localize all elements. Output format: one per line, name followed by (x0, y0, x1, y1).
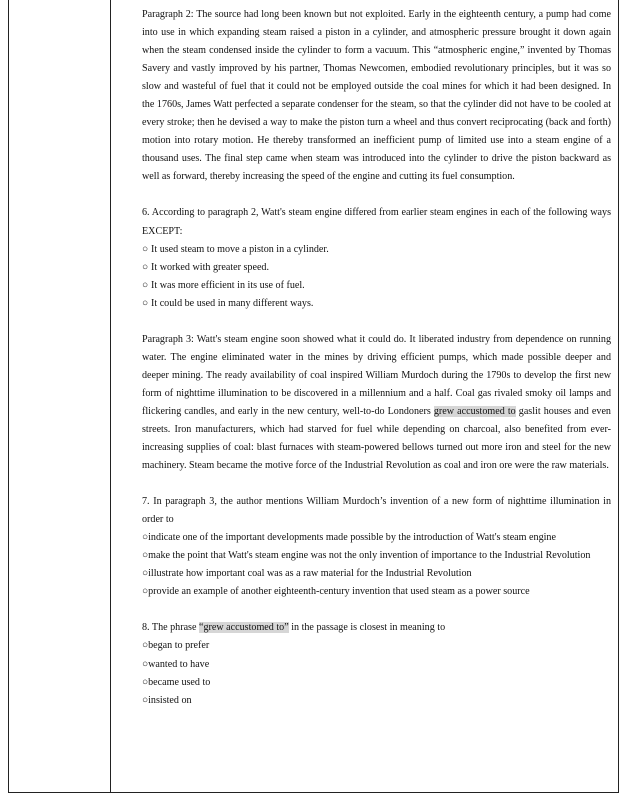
question-7 (142, 493, 611, 601)
radio-icon: ○ (142, 297, 149, 309)
question-8-text: 8. The phrase “grew accustomed to” in the passage is closest in meaning to (142, 622, 446, 634)
paragraph-2: Paragraph 2: The source had long been known but not exploited. Early in the eighteenth century, a pump had come into use in which expanding steam raised a piston in a cylinder, and atmospheric pressure brought it down again when the steam condensed inside the cylinder to form a vacuum. This “atmospheric engine,” invented by Thomas Savery and vastly improved by his partner, Thomas Newcomen, embodied revolutionary principles, but it was so slow and wasteful of fuel that it could not be employed outside the coal mines for which it had been designed. In the 1760s, James Watt perfected a separate condenser for the steam, so that the cylinder did not have to be cooled at every stroke; then he devised a way to make the piston turn a wheel and thus convert reciprocating (back and forth) motion into rotary motion. He thereby transformed an inefficient pump of limited use into a steam engine of a thousand uses. The final step came when steam was introduced into the cylinder to drive the piston backward as well as forward, thereby increasing the speed of the engine and cutting its fuel consumption. (142, 9, 611, 183)
paragraph-3: Paragraph 3: Watt's steam engine soon showed what it could do. It liberated industry from dependence on running water. The engine eliminated water in the mines by driving efficient pumps, which made possible deeper and deeper mining. The ready availability of coal inspired William Murdoch during the 1790s to develop the first new form of nighttime illumination to be discovered in a millennium and a half. Coal gas rivaled smoky oil lamps and flickering candles, and early in the new century, well-to-do Londoners grew accustomed to gaslit houses and even streets. Iron manufacturers, which had starved for fuel while depending on charcoal, also benefited from ever-increasing supplies of coal: blast furnaces with steam-powered bellows turned out more iron and steel for the new machinery. Steam became the motive force of the Industrial Revolution as coal and iron ore were the raw materials. (142, 333, 611, 472)
question-8 (142, 619, 611, 709)
highlighted-phrase: grew accustomed to (433, 405, 516, 417)
radio-icon: ○ (142, 658, 149, 670)
question-8-option-c[interactable]: ○became used to (142, 676, 211, 688)
passage-content (142, 6, 611, 710)
radio-icon: ○ (142, 532, 149, 544)
radio-icon: ○ (142, 640, 149, 652)
question-8-option-b[interactable]: ○wanted to have (142, 658, 210, 670)
question-8-option-d[interactable]: ○insisted on (142, 694, 192, 706)
column-divider (110, 0, 111, 793)
question-6-option-c[interactable]: ○ It was more efficient in its use of fuel. (142, 277, 611, 295)
question-7-option-c[interactable]: ○illustrate how important coal was as a raw material for the Industrial Revolution (142, 568, 472, 580)
radio-icon: ○ (142, 279, 149, 291)
question-7-text: 7. In paragraph 3, the author mentions William Murdoch’s invention of a new form of nighttime illumination in order to (142, 496, 611, 526)
question-6-option-d[interactable]: ○ It could be used in many different ways. (142, 295, 611, 313)
question-6-option-a[interactable]: ○ It used steam to move a piston in a cylinder. (142, 241, 611, 259)
radio-icon: ○ (142, 586, 149, 598)
highlighted-phrase: “grew accustomed to” (199, 622, 289, 634)
question-7-option-b[interactable]: ○make the point that Watt's steam engine was not the only invention of importance to the Industrial Revolution (142, 550, 591, 562)
radio-icon: ○ (142, 676, 149, 688)
radio-icon: ○ (142, 261, 149, 273)
question-6-text: 6. According to paragraph 2, Watt's steam engine differed from earlier steam engines in each of the following ways EXCEPT: (142, 207, 611, 237)
question-6-option-b[interactable]: ○ It worked with greater speed. (142, 259, 611, 277)
question-7-option-d[interactable]: ○provide an example of another eighteenth-century invention that used steam as a power source (142, 586, 530, 598)
radio-icon: ○ (142, 243, 149, 255)
radio-icon: ○ (142, 568, 149, 580)
question-7-option-a[interactable]: ○indicate one of the important developments made possible by the introduction of Watt's steam engine (142, 532, 556, 544)
question-8-option-a[interactable]: ○began to prefer (142, 640, 210, 652)
question-6 (142, 204, 611, 312)
radio-icon: ○ (142, 694, 149, 706)
radio-icon: ○ (142, 550, 149, 562)
